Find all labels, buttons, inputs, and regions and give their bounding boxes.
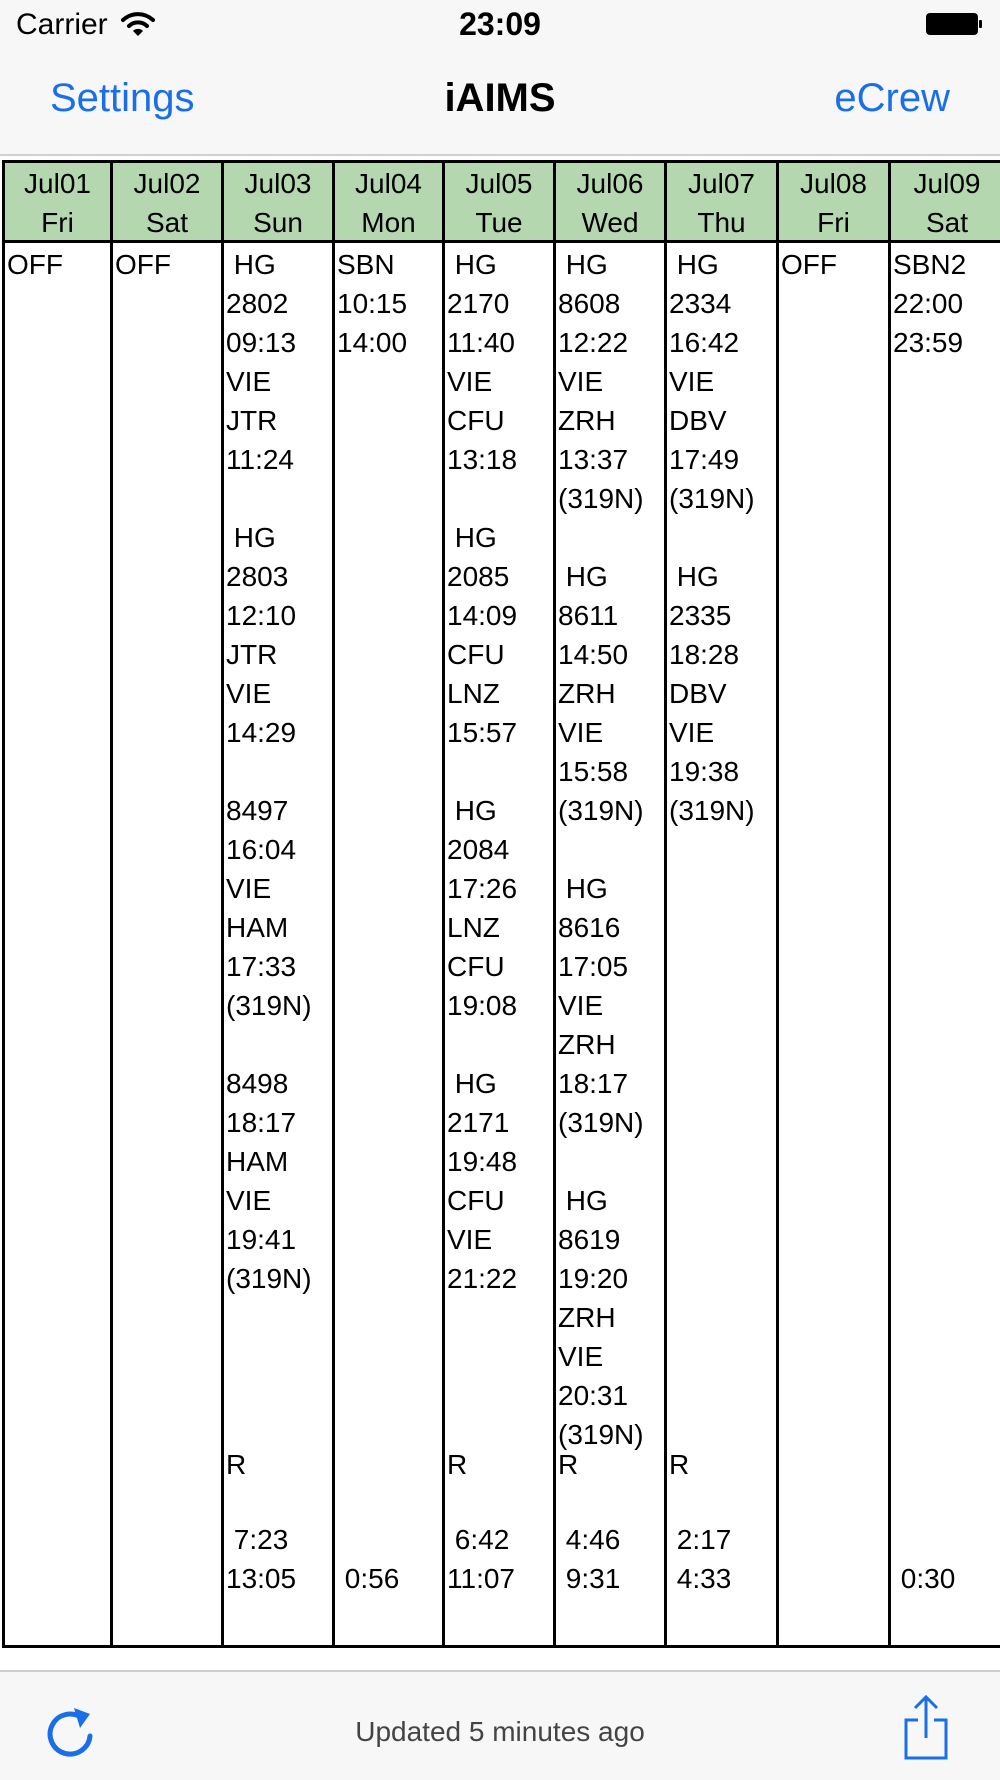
block-time: 4:33 [669, 1563, 732, 1594]
block-time: 9:31 [558, 1563, 621, 1594]
header-date: Jul01 [24, 168, 91, 199]
duty-details: HG 8608 12:22 VIE ZRH 13:37 (319N) HG 8611 14:50 ZRH VIE 15:58 (319N) HG 8616 17:05 VIE ZRH 18:17 (319N) HG 8619 19:20 ZRH VIE 20:31 (319N) [558, 249, 644, 1450]
column-body[interactable] [445, 243, 553, 1645]
column-body[interactable] [224, 243, 332, 1645]
duty-details: OFF [7, 249, 63, 280]
ecrew-button[interactable]: eCrew [834, 76, 950, 120]
rest-marker: R [669, 1449, 690, 1480]
header-day: Sun [253, 207, 303, 238]
column-header [5, 163, 110, 243]
duty-time: 6:42 [447, 1524, 510, 1555]
roster-column [891, 163, 1000, 1645]
column-body[interactable] [667, 243, 776, 1645]
settings-button[interactable]: Settings [50, 76, 195, 120]
roster-column [113, 163, 224, 1645]
roster-column [224, 163, 335, 1645]
duty-time: 7:23 [226, 1524, 289, 1555]
header-date: Jul07 [688, 168, 755, 199]
column-header [113, 163, 221, 243]
carrier-label: Carrier [16, 8, 108, 41]
block-time: 0:30 [893, 1563, 956, 1594]
column-header [445, 163, 553, 243]
share-icon[interactable] [902, 1694, 950, 1760]
column-header [667, 163, 776, 243]
header-day: Thu [697, 207, 746, 238]
last-updated-status: Updated 5 minutes ago [355, 1716, 645, 1747]
block-time: 0:56 [337, 1563, 400, 1594]
duty-details: OFF [781, 249, 837, 280]
navigation-bar [0, 52, 1000, 156]
header-date: Jul03 [244, 168, 312, 199]
header-date: Jul06 [576, 168, 644, 199]
block-time: 13:05 [226, 1563, 297, 1594]
header-day: Sat [925, 207, 969, 238]
column-body[interactable] [113, 243, 221, 1645]
header-date: Jul09 [913, 168, 981, 199]
duty-time: 2:17 [669, 1524, 732, 1555]
duty-time: 4:46 [558, 1524, 621, 1555]
column-header [779, 163, 888, 243]
column-body[interactable] [335, 243, 442, 1645]
bottom-toolbar [0, 1670, 1000, 1780]
duty-details: HG 2802 09:13 VIE JTR 11:24 HG 2803 12:10 JTR VIE 14:29 8497 16:04 VIE HAM 17:33 (319N) 8498 18:17 HAM VIE 19:41 (319N) [226, 249, 312, 1294]
header-date: Jul02 [133, 168, 201, 199]
column-body[interactable] [556, 243, 664, 1645]
header-date: Jul04 [355, 168, 422, 199]
battery-icon [925, 12, 983, 36]
block-time: 11:07 [447, 1563, 515, 1594]
column-header [335, 163, 442, 243]
rest-marker: R [447, 1449, 468, 1480]
rest-marker: R [558, 1449, 579, 1480]
roster-column [556, 163, 667, 1645]
rest-marker: R [226, 1449, 247, 1480]
column-body[interactable] [5, 243, 110, 1645]
roster-column [445, 163, 556, 1645]
column-body[interactable] [891, 243, 1000, 1645]
roster-column [667, 163, 779, 1645]
duty-details: SBN2 22:00 23:59 [893, 249, 967, 358]
duty-details: SBN 10:15 14:00 [337, 249, 408, 358]
roster-column [779, 163, 891, 1645]
roster-column [335, 163, 445, 1645]
header-day: Mon [361, 207, 416, 238]
duty-details: HG 2170 11:40 VIE CFU 13:18 HG 2085 14:09 CFU LNZ 15:57 HG 2084 17:26 LNZ CFU 19:08 HG 2171 19:48 CFU VIE 21:22 [447, 249, 518, 1294]
column-header [224, 163, 332, 243]
header-day: Fri [41, 207, 74, 238]
roster-column [5, 163, 113, 1645]
column-header [556, 163, 664, 243]
clock: 23:09 [459, 6, 541, 42]
duty-details: HG 2334 16:42 VIE DBV 17:49 (319N) HG 2335 18:28 DBV VIE 19:38 (319N) [669, 249, 755, 826]
header-date: Jul08 [800, 168, 867, 199]
roster-table [2, 160, 1000, 1648]
column-header [891, 163, 1000, 243]
header-day: Tue [475, 207, 523, 238]
header-day: Sat [145, 207, 189, 238]
header-day: Fri [817, 207, 850, 238]
duty-details: OFF [115, 249, 171, 280]
status-bar [0, 0, 1000, 52]
column-body[interactable] [779, 243, 888, 1645]
page-title: iAIMS [444, 76, 556, 120]
header-day: Wed [581, 207, 639, 238]
header-date: Jul05 [465, 168, 533, 199]
